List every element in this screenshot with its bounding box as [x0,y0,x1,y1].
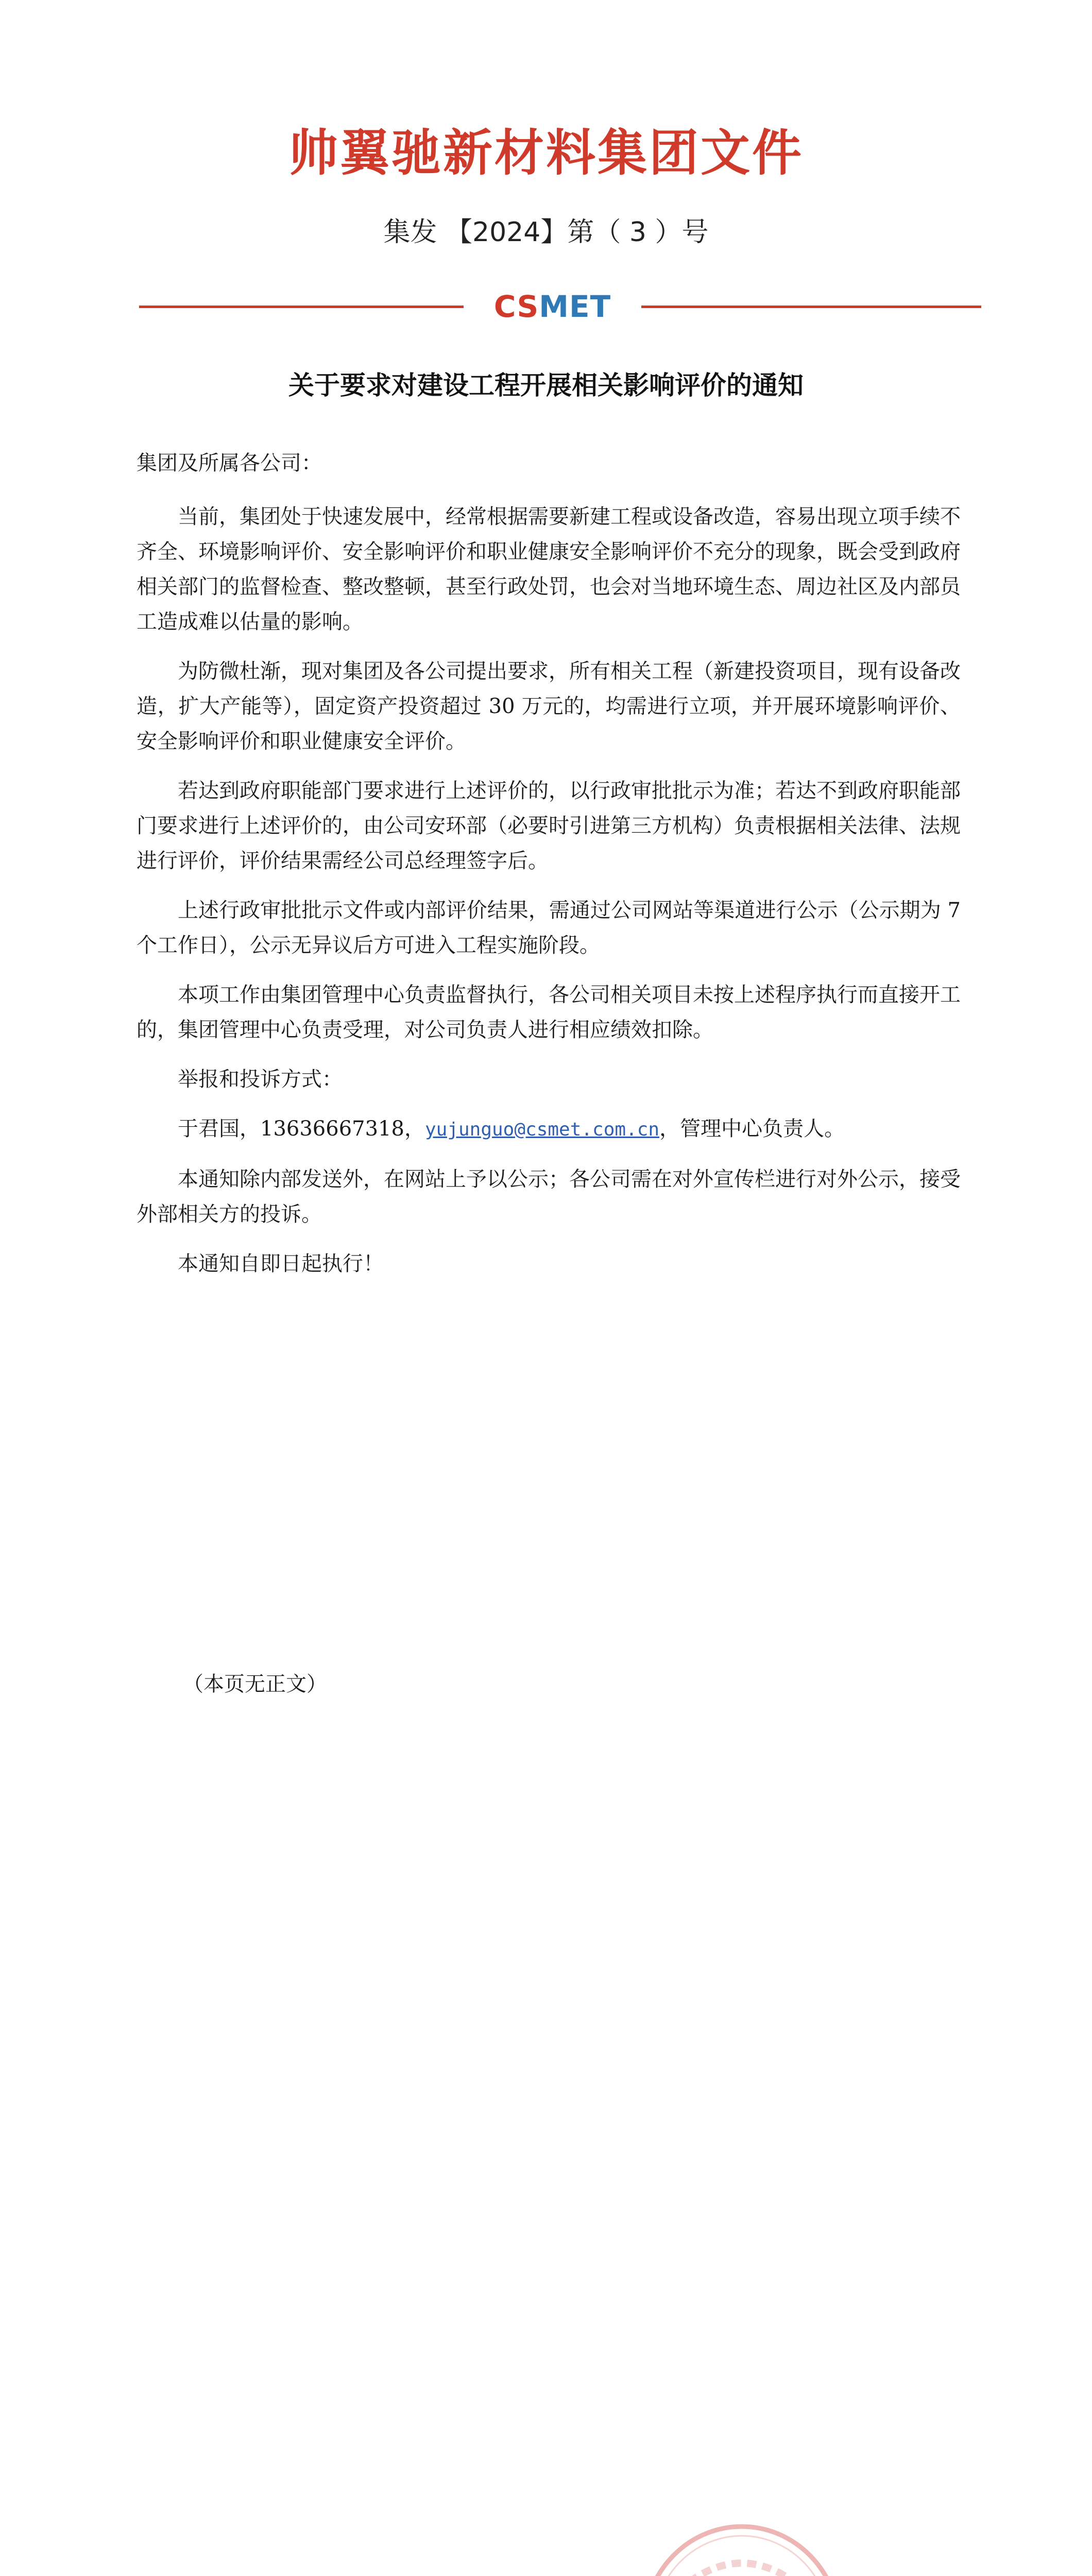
logo-text-cs: CS [493,289,539,324]
paragraph-publicity: 上述行政审批批示文件或内部评价结果，需通过公司网站等渠道进行公示（公示期为 7 个工作日），公示无异议后方可进入工程实施阶段。 [136,899,961,957]
notice-body [136,446,961,1296]
paragraph-distribution: 本通知除内部发送外，在网站上予以公示；各公司需在对外宣传栏进行对外公示，接受外部相关方的投诉。 [136,1167,961,1226]
paragraph-requirement: 为防微杜渐，现对集团及各公司提出要求，所有相关工程（新建投资项目，现有设备改造，扩大产能等），固定资产投资超过 30 万元的，均需进行立项，并开展环境影响评价、安全影响评价和职业健康安全评价。 [136,659,961,753]
paragraph-background: 当前，集团处于快速发展中，经常根据需要新建工程或设备改造，容易出现立项手续不齐全、环境影响评价、安全影响评价和职业健康安全影响评价不充分的现象，既会受到政府相关部门的监督检查、整改整顿，甚至行政处罚，也会对当地环境生态、周边社区及内部员工造成难以估量的影响。 [136,505,961,634]
contact-role: ，管理中心负责人。 [659,1117,845,1141]
paragraph-evaluation: 若达到政府职能部门要求进行上述评价的，以行政审批批示为准；若达不到政府职能部门要求进行上述评价的，由公司安环部（必要时引进第三方机构）负责根据相关法律、法规进行评价，评价结果需经公司总经理签字后。 [136,779,961,873]
no-body-text-note: （本页无正文） [183,1672,327,1696]
notice-title: 关于要求对建设工程开展相关影响评价的通知 [288,370,804,400]
contact-line [136,1111,961,1147]
company-logo [464,289,641,325]
company-seal-stamp [634,2514,850,2576]
contact-heading: 举报和投诉方式： [178,1067,343,1091]
contact-person: 于君国，13636667318， [178,1117,425,1141]
paragraph-effective: 本通知自即日起执行！ [178,1252,384,1276]
contact-email-link[interactable]: yujunguo@csmet.com.cn [424,1119,660,1140]
document-number: 集发 【2024】第（ 3 ）号 [383,217,709,248]
salutation: 集团及所属各公司： [136,451,322,475]
document-org-title: 帅翼驰新材料集团文件 [288,124,804,182]
paragraph-supervision: 本项工作由集团管理中心负责监督执行，各公司相关项目未按上述程序执行而直接开工的，集团管理中心负责受理，对公司负责人进行相应绩效扣除。 [136,983,961,1042]
header-divider-left [139,306,464,308]
header-divider-right [641,306,981,308]
logo-text-met: MET [539,289,611,324]
